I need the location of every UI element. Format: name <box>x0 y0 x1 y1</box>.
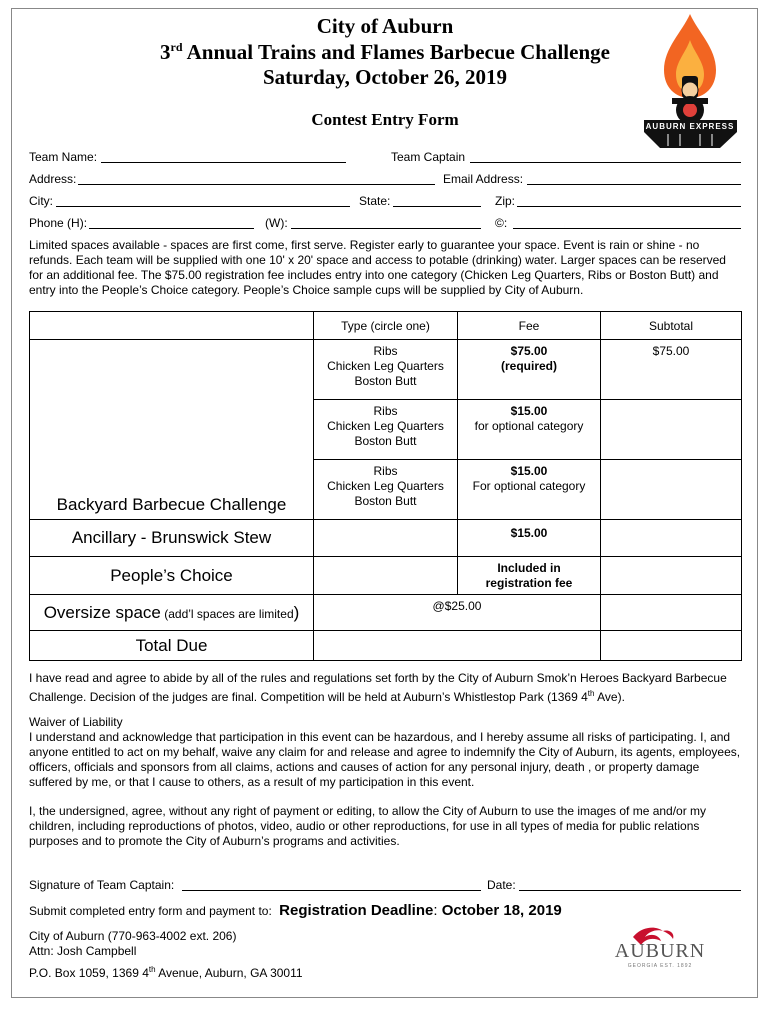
address-field[interactable] <box>78 184 435 185</box>
subtotal-cell-3[interactable] <box>601 460 742 520</box>
table-row <box>30 595 742 631</box>
contact-line3: P.O. Box 1059, 1369 4th Avenue, Auburn, GA 30011 <box>29 965 303 980</box>
waiver-title: Waiver of Liability <box>29 715 123 729</box>
fee-header: Fee <box>458 312 601 340</box>
city-of-auburn-logo <box>605 923 715 973</box>
submit-line: Submit completed entry form and payment to: Registration Deadline: October 18, 2019 <box>29 902 562 919</box>
header-blank-cell <box>30 312 314 340</box>
date-field[interactable] <box>519 890 741 891</box>
intro-paragraph: Limited spaces available - spaces are first come, first serve. Register early to guarantee your space. Event is rain or shine - no refunds. Each team will be supplied with one 10' x 20' space and access to potable (drinking) water. Larger spaces can be reserved for an additional fee. The $75.00 registration fee includes entry into one category (Chicken Leg Quarters, Ribs or Boston Butt) and entry into the People’s Choice category. People’s Choice sample cups will be supplied by City of Auburn. <box>29 238 726 297</box>
team-captain-field[interactable] <box>470 162 741 163</box>
waiver-paragraph: I understand and acknowledge that participation in this event can be hazardous, and I hereby assume all risks of participating. I, and anyone entitled to act on my behalf, waive any claim for and release and agree to indemnify the City of Auburn, its agents, employees, officers, officials and sponsors from all claims, actions and causes of action for any personal injury, death , or property damage suffered by me, or that I cause to others, as a result of my participation in this event. <box>29 730 741 789</box>
state-field[interactable] <box>393 206 481 207</box>
contact-line1: City of Auburn (770-963-4002 ext. 206) <box>29 929 237 943</box>
chicken-option[interactable]: Chicken Leg Quarters <box>327 419 444 433</box>
fee-cell-1 <box>458 340 601 400</box>
total-due-label: Total Due <box>135 635 208 655</box>
entry-table <box>29 311 742 661</box>
deadline-label: Registration Deadline <box>279 902 434 919</box>
fee-amount: $15.00 <box>510 464 548 478</box>
subtotal-header: Subtotal <box>601 312 742 340</box>
signature-field[interactable] <box>182 890 481 891</box>
table-header-row <box>30 312 742 340</box>
oversize-subtotal-cell[interactable] <box>601 595 742 631</box>
peoples-fee-cell <box>458 557 601 595</box>
table-row <box>30 557 742 595</box>
media-release-paragraph: I, the undersigned, agree, without any right of payment or editing, to allow the City of Auburn to use the images of me and/or my children, including reproductions of photos, video, audio or other reproductions, for use in all types of media for public relations purposes and to promote the City of Auburn’s programs and activities. <box>29 804 707 848</box>
phone-home-label: Phone (H): <box>29 216 88 230</box>
ancillary-subtotal-cell[interactable] <box>601 520 742 557</box>
chicken-option[interactable]: Chicken Leg Quarters <box>327 479 444 493</box>
team-name-label: Team Name: <box>29 150 98 164</box>
ancillary-label: Ancillary - Brunswick Stew <box>71 528 272 547</box>
fee-note: (required) <box>500 359 557 373</box>
oversize-fee: @$25.00 <box>314 595 601 631</box>
table-row <box>30 631 742 661</box>
boston-butt-option[interactable]: Boston Butt <box>354 434 417 448</box>
fee-cell-3 <box>458 460 601 520</box>
auburn-logo-tagline: GEORGIA EST. 1892 <box>627 963 693 969</box>
auburn-logo-text: AUBURN <box>614 940 706 962</box>
boston-butt-option[interactable]: Boston Butt <box>354 374 417 388</box>
ancillary-type-cell <box>314 520 458 557</box>
category-options-3[interactable] <box>314 460 458 520</box>
type-header: Type (circle one) <box>314 312 458 340</box>
fee-amount: $15.00 <box>510 404 548 418</box>
oversize-label-cell <box>30 595 314 631</box>
category-options-2[interactable] <box>314 400 458 460</box>
peoples-fee-line1: Included in <box>497 561 561 575</box>
header-city-title: City of Auburn <box>316 14 454 38</box>
fee-note: For optional category <box>472 479 586 493</box>
ribs-option[interactable]: Ribs <box>373 344 398 358</box>
oversize-note: (add’l spaces are limited <box>164 606 294 621</box>
state-label: State: <box>359 194 391 208</box>
total-due-cell[interactable] <box>601 631 742 661</box>
ancillary-label-cell <box>30 520 314 557</box>
ribs-option[interactable]: Ribs <box>373 464 398 478</box>
header-event-title: 3rd Annual Trains and Flames Barbecue Challenge <box>160 40 610 64</box>
backyard-label-cell <box>30 340 314 520</box>
phone-work-field[interactable] <box>291 228 481 229</box>
trains-flames-logo <box>638 12 743 152</box>
contact-line2: Attn: Josh Campbell <box>29 944 137 958</box>
fee-note: for optional category <box>474 419 584 433</box>
total-blank-cell <box>314 631 601 661</box>
phone-cell-field[interactable] <box>513 228 741 229</box>
deadline-date: October 18, 2019 <box>441 902 562 919</box>
peoples-choice-label: People’s Choice <box>110 565 233 585</box>
peoples-subtotal-cell[interactable] <box>601 557 742 595</box>
total-label-cell <box>30 631 314 661</box>
team-captain-label: Team Captain <box>391 150 466 164</box>
ribs-option[interactable]: Ribs <box>373 404 398 418</box>
fee-cell-2 <box>458 400 601 460</box>
ancillary-fee: $15.00 <box>458 520 601 557</box>
oversize-label: Oversize space <box>43 602 161 622</box>
oversize-paren: ) <box>293 602 300 622</box>
peoples-label-cell <box>30 557 314 595</box>
boston-butt-option[interactable]: Boston Butt <box>354 494 417 508</box>
subtotal-cell-1[interactable]: $75.00 <box>601 340 742 400</box>
backyard-label: Backyard Barbecue Challenge <box>56 495 287 514</box>
fee-amount: $75.00 <box>510 344 548 358</box>
header-event-date: Saturday, October 26, 2019 <box>262 65 508 89</box>
table-row <box>30 520 742 557</box>
submit-label: Submit completed entry form and payment to: <box>29 904 272 918</box>
phone-home-field[interactable] <box>89 228 254 229</box>
city-label: City: <box>29 194 53 208</box>
peoples-type-cell <box>314 557 458 595</box>
subtotal-cell-2[interactable] <box>601 400 742 460</box>
email-label: Email Address: <box>443 172 524 186</box>
category-options-1[interactable] <box>314 340 458 400</box>
team-name-field[interactable] <box>101 162 346 163</box>
address-label: Address: <box>29 172 77 186</box>
peoples-fee-line2: registration fee <box>485 576 573 590</box>
auburn-express-text: AUBURN EXPRESS <box>645 122 735 131</box>
rules-paragraph: I have read and agree to abide by all of the rules and regulations set forth by the City of Auburn Smok’n Heroes Backyard Barbecue Challenge. Decision of the judges are final. Competition will be held at Auburn’s Whistlestop Park (1369 4th Ave). <box>29 671 727 704</box>
phone-cell-label: ©: <box>495 216 508 230</box>
form-subtitle: Contest Entry Form <box>311 110 459 129</box>
email-field[interactable] <box>527 184 741 185</box>
phone-work-label: (W): <box>265 216 288 230</box>
date-label: Date: <box>487 878 516 892</box>
table-row <box>30 340 742 400</box>
city-field[interactable] <box>56 206 350 207</box>
zip-field[interactable] <box>517 206 741 207</box>
signature-label: Signature of Team Captain: <box>29 878 175 892</box>
zip-label: Zip: <box>495 194 516 208</box>
chicken-option[interactable]: Chicken Leg Quarters <box>327 359 444 373</box>
